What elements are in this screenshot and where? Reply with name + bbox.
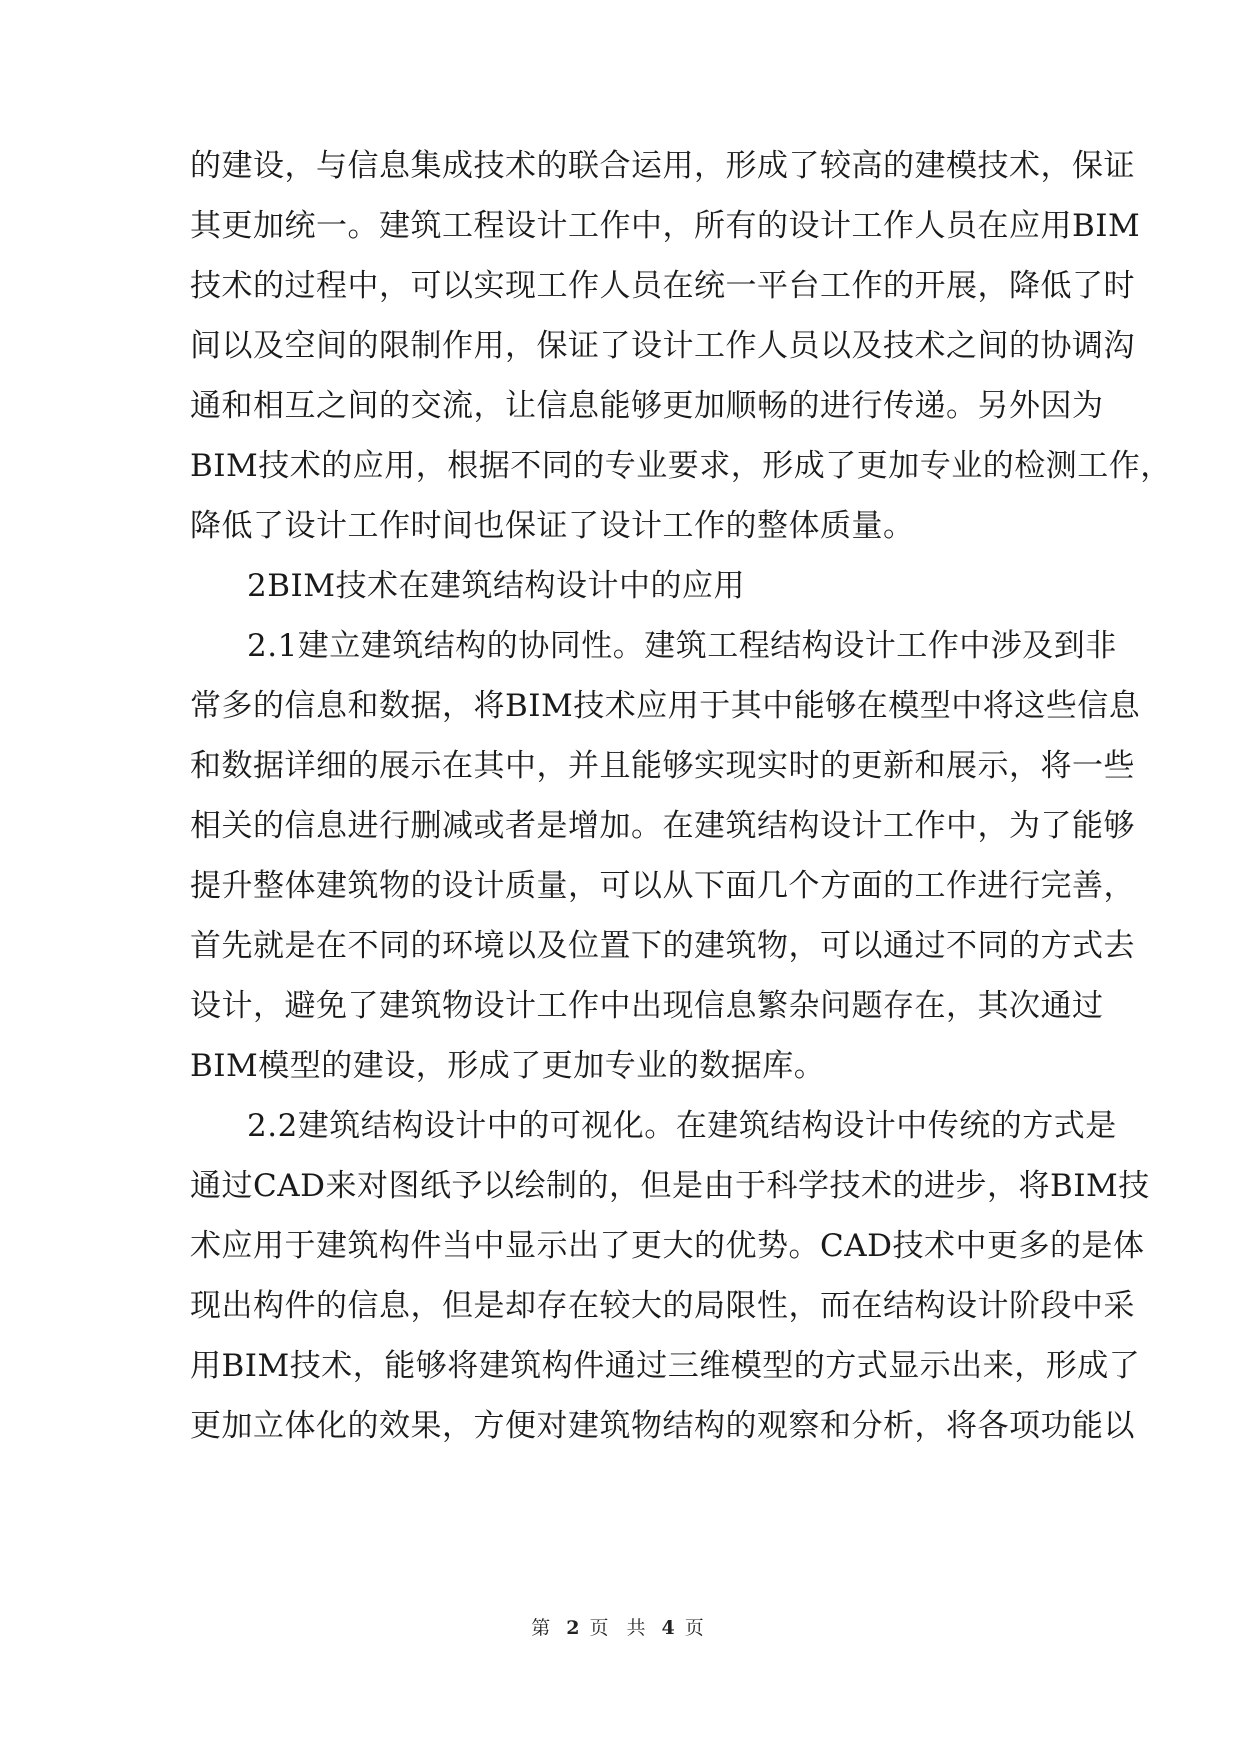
paragraph-line: 用BIM技术，能够将建筑构件通过三维模型的方式显示出来，形成了 [190, 1348, 1141, 1384]
paragraph-line: 降低了设计工作时间也保证了设计工作的整体质量。 [190, 508, 915, 544]
paragraph-line: 2.2建筑结构设计中的可视化。在建筑结构设计中传统的方式是 [247, 1108, 1117, 1144]
paragraph-line: 常多的信息和数据，将BIM技术应用于其中能够在模型中将这些信息 [190, 688, 1141, 724]
paragraph-line: 术应用于建筑构件当中显示出了更大的优势。CAD技术中更多的是体 [190, 1228, 1145, 1264]
paragraph-line: 设计，避免了建筑物设计工作中出现信息繁杂问题存在，其次通过 [190, 988, 1104, 1024]
paragraph-line: BIM模型的建设，形成了更加专业的数据库。 [190, 1048, 826, 1084]
section-heading: 2BIM技术在建筑结构设计中的应用 [247, 568, 745, 604]
paragraph-line: 技术的过程中，可以实现工作人员在统一平台工作的开展，降低了时 [190, 268, 1135, 304]
paragraph-line: 和数据详细的展示在其中，并且能够实现实时的更新和展示，将一些 [190, 748, 1135, 784]
paragraph-line: 相关的信息进行删减或者是增加。在建筑结构设计工作中，为了能够 [190, 808, 1135, 844]
paragraph-line: BIM技术的应用，根据不同的专业要求，形成了更加专业的检测工作， [190, 448, 1172, 484]
paragraph-line: 其更加统一。建筑工程设计工作中，所有的设计工作人员在应用BIM [190, 208, 1141, 244]
paragraph-line: 的建设，与信息集成技术的联合运用，形成了较高的建模技术，保证 [190, 148, 1135, 184]
paragraph-line: 提升整体建筑物的设计质量，可以从下面几个方面的工作进行完善， [190, 868, 1135, 904]
footer-middle: 页 共 [589, 1617, 652, 1639]
paragraph-line: 通和相互之间的交流，让信息能够更加顺畅的进行传递。另外因为 [190, 388, 1104, 424]
footer-page-number: 2 [566, 1617, 580, 1639]
footer-prefix: 第 [531, 1617, 557, 1639]
paragraph-line: 通过CAD来对图纸予以绘制的，但是由于科学技术的进步，将BIM技 [190, 1168, 1150, 1204]
paragraph-line: 间以及空间的限制作用，保证了设计工作人员以及技术之间的协调沟 [190, 328, 1135, 364]
paragraph-line: 2.1建立建筑结构的协同性。建筑工程结构设计工作中涉及到非 [247, 628, 1117, 664]
footer-total-pages: 4 [661, 1617, 675, 1639]
paragraph-line: 更加立体化的效果，方便对建筑物结构的观察和分析，将各项功能以 [190, 1408, 1135, 1444]
paragraph-line: 首先就是在不同的环境以及位置下的建筑物，可以通过不同的方式去 [190, 928, 1135, 964]
footer-suffix: 页 [684, 1617, 710, 1639]
paragraph-line: 现出构件的信息，但是却存在较大的局限性，而在结构设计阶段中采 [190, 1288, 1135, 1324]
page-footer [0, 1613, 1241, 1643]
